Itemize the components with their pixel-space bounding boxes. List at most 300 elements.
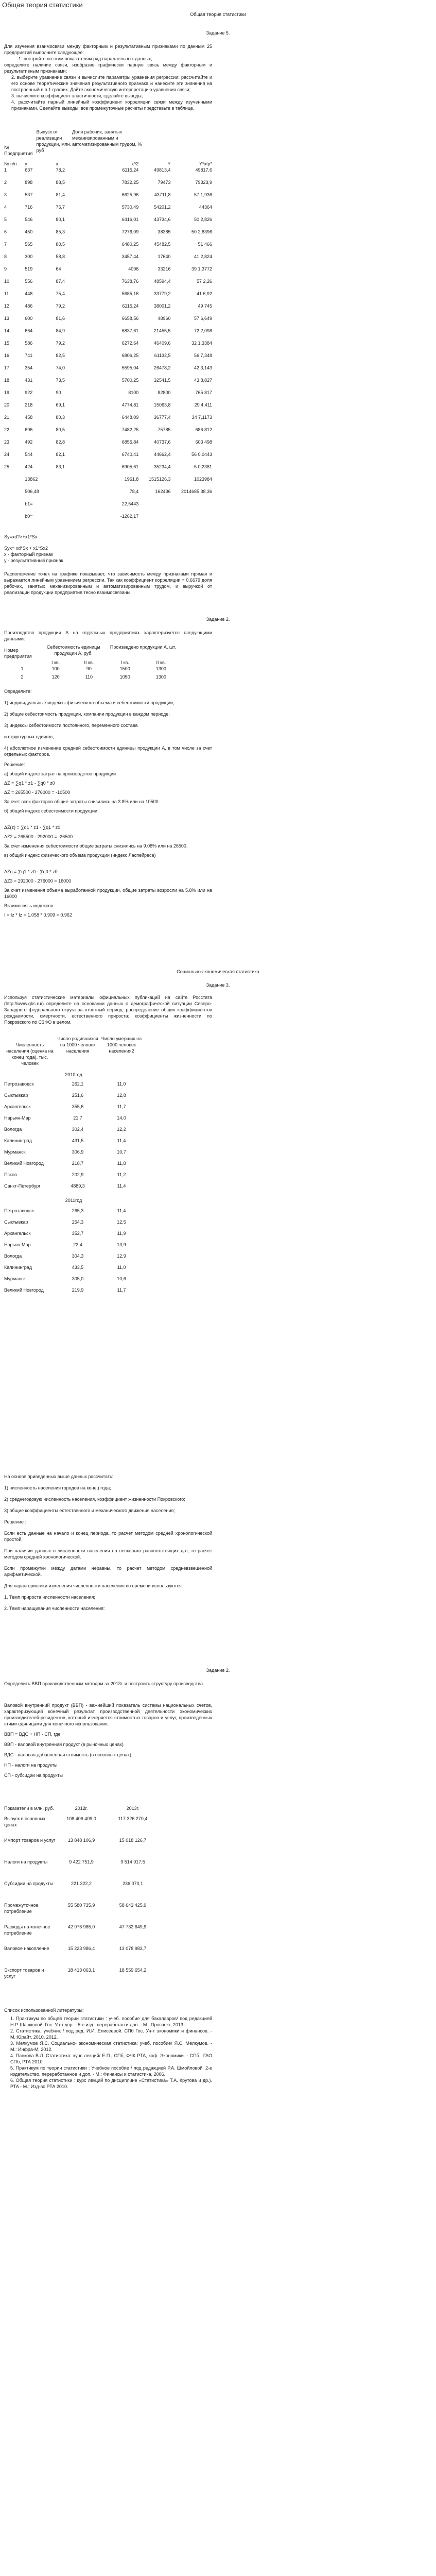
table-cell: 2014685 38,36 (181, 489, 212, 494)
table-cell: 6272,64 (121, 341, 139, 346)
task5-conclusion (4, 571, 212, 596)
table-cell: 450 (25, 229, 33, 234)
table-cell: 64 (56, 266, 61, 272)
table-cell: Санкт-Петербург (4, 1183, 41, 1189)
table-row (4, 513, 212, 526)
table-row (4, 303, 212, 315)
table-cell: 13,9 (117, 1242, 126, 1247)
table-cell: 9 422 751,9 (69, 1859, 94, 1865)
table-cell: 15 223 986,4 (67, 1946, 95, 1951)
table-row (4, 1230, 143, 1242)
table-cell: 14 (4, 328, 10, 333)
table-cell: 556 (25, 279, 33, 284)
table-row (4, 1242, 143, 1253)
table-cell: 11,9 (117, 1231, 126, 1236)
table-row (4, 291, 212, 303)
table-row (4, 674, 179, 682)
table-cell: Субсидии на продукты (4, 1881, 54, 1886)
table-cell (56, 476, 97, 488)
table-cell: Сыктывкар (4, 1093, 28, 1098)
table-cell: 6115,24 (122, 303, 139, 309)
table-row (4, 1967, 159, 1989)
table-cell: 236 070,1 (122, 1881, 144, 1886)
table-row (4, 266, 212, 278)
task2b-line: Валовой внутренний продукт (ВВП) - важнейший показатель системы национальных счетов, характеризующий конечный результат производственной деятельности экономических производителей-резидентов, который измеряется стоимостью товаров и услуг, произведенных этими единицами для конечного использования. (4, 1703, 212, 1726)
solution-line (4, 861, 212, 866)
task3-line: При наличии данных о численности населения на несколько равноотстоящих дат, то расчет методом средней хронологической. (4, 1548, 212, 1560)
table-cell: 75,7 (56, 205, 65, 210)
table-cell: 82,1 (56, 452, 65, 457)
table-row (4, 501, 212, 513)
table-cell: 36777,4 (154, 415, 171, 420)
table-cell: 352,7 (72, 1231, 84, 1236)
table-row (4, 204, 212, 216)
table-cell: 686 812 (195, 427, 212, 432)
task3-line: Если есть данные на начало и конец периода, то расчет методом средней хронологической простой. (4, 1531, 212, 1542)
table-cell: 82,5 (56, 353, 65, 358)
table-row (4, 1880, 159, 1902)
table-cell: 7276,09 (121, 229, 139, 234)
table-cell: 21,7 (73, 1115, 82, 1121)
table-row (4, 1172, 143, 1183)
table-row (4, 1160, 143, 1172)
table-cell: 44662,4 (154, 452, 171, 457)
table-row (4, 192, 212, 204)
table-cell: 51 466 (198, 242, 212, 247)
table-cell: Налоги на продукты (4, 1859, 48, 1865)
task5-item-3: 3. вычислите коэффициент эластичности, сделайте выводы; (11, 93, 143, 98)
table-cell: 18 559 654,2 (119, 1968, 147, 1973)
task3-line: На основе приведенных выше данных рассчитать: (4, 1474, 114, 1479)
table-row (4, 216, 212, 229)
table-row (4, 315, 212, 328)
table-cell: 4889,3 (71, 1183, 85, 1189)
table-cell: 22,4 (73, 1242, 82, 1247)
table-cell: 5595,04 (121, 365, 139, 370)
table-cell: 48594,4 (154, 279, 171, 284)
table-cell: 11,2 (117, 1172, 126, 1177)
task2-sub-1: I кв. (51, 660, 60, 665)
task2b-intro-text: Определить ВВП производственным методом за 2013г. и построить структуру производства. (4, 1681, 204, 1686)
solution-line: ΔZ2 = 265500 - 292000 = -26500 (4, 834, 73, 839)
table-cell: 506,48 (25, 489, 39, 494)
solution-line: Взаимосвязь индексов (4, 903, 54, 908)
table-cell: 49813,4 (154, 167, 171, 173)
table-cell: 43711,8 (154, 192, 171, 197)
task5-item-2: 2. выберите уравнение связи и вычислите параметры уравнения регрессии; рассчитайте и его основе теоретические значения результативного признака и нанесите эти значения на построенный в п.1 график. Дайте экономическую интерпретацию уравнения связи; (11, 75, 212, 92)
table-cell: 54201,2 (154, 205, 171, 210)
task5-item-1b: определите наличие связи, изобразив графически парную связь между факторным и результативным признаками; (4, 62, 212, 74)
literature-item: 3. Мелкумов Я.С. Социально- экономическая статистика: учеб. пособие/ Я.С. Мелкумов. - М.: Инфра-М, 2012. (10, 2041, 212, 2052)
table-cell: 13 (4, 316, 10, 321)
table-cell: 218,7 (72, 1161, 84, 1166)
table-cell (56, 488, 97, 501)
table-cell: 519 (25, 266, 33, 272)
table-cell: 90 (86, 666, 92, 671)
table-cell: 82800 (158, 390, 171, 395)
table-cell: 18 413 063,1 (67, 1968, 95, 1973)
table-cell: 716 (25, 205, 33, 210)
table-row (4, 1276, 143, 1287)
table-cell: 34 7,1173 (191, 415, 212, 420)
task3-line: 2. Темп наращивания численности населения: (4, 1606, 105, 1611)
table-cell (171, 513, 212, 526)
table-cell: 6855,84 (121, 439, 139, 445)
table-cell: 4774,81 (121, 402, 139, 408)
table-row (4, 1208, 143, 1219)
table-cell: 15 (4, 341, 10, 346)
table-cell: 2 (21, 674, 24, 680)
task2-table-body (4, 666, 179, 682)
table-cell: Архангельск (4, 1231, 31, 1236)
literature-item: 2. Статистика: учебник / под ред. И.И. Елисеевой. СПб Гос. Ун-т экономики и финансов. - М.:Юрайт, 2010, 2012. (10, 2028, 212, 2040)
table-cell (4, 501, 25, 513)
task2b-intro (4, 1681, 212, 1687)
task2-solution-title: Решение: (4, 762, 25, 767)
table-cell: Петрозаводск (4, 1081, 34, 1087)
table-row (4, 352, 212, 365)
table-cell: 1300 (155, 666, 166, 671)
task2-head-0: Номер предприятия (4, 648, 32, 659)
table-cell: 1 (4, 167, 7, 173)
table-cell: 90 (56, 390, 61, 395)
table-cell: 15063,8 (154, 402, 171, 408)
task2b-head-1: 2012г. (75, 1806, 88, 1811)
define-item: 3) индексы себестоимости постоянного, переменного состава (4, 723, 138, 728)
table-row (4, 488, 212, 501)
table-cell: 1050 (119, 674, 130, 680)
table-cell: Великий Новгород (4, 1161, 44, 1166)
task3-top: Социально-экономическая статистика (177, 969, 259, 974)
table-cell: 33779,2 (154, 291, 171, 296)
table-row (4, 1837, 159, 1859)
task3-head-1: Число родившихся на 1000 человек населения (57, 1036, 98, 1054)
task2b-line: НП - налоги на продукты (4, 1762, 58, 1768)
table-cell: 6625,96 (121, 192, 139, 197)
task2b-head-2: 2013г. (126, 1806, 139, 1811)
task5-heading: Задание 5. (206, 30, 230, 36)
table-cell: 544 (25, 452, 33, 457)
table-row (4, 1149, 143, 1160)
table-cell: 10,7 (117, 1149, 126, 1155)
task3-table-body-2011 (4, 1208, 143, 1298)
table-cell: 80,1 (56, 217, 65, 222)
table-cell: 120 (51, 674, 60, 680)
table-row (4, 1115, 143, 1126)
table-cell: 431,5 (72, 1138, 84, 1143)
table-row (4, 167, 212, 179)
table-cell: 84,9 (56, 328, 65, 333)
header-center: Общая теория статистики (190, 12, 246, 17)
table-cell: Калининград (4, 1138, 32, 1143)
table-cell: 11,0 (117, 1081, 126, 1087)
solution-line: ΔZ(z) = ∑q1 * z1 - ∑q1 * z0 (4, 825, 61, 830)
task5-intro: Для изучения взаимосвязи между факторным и результативным признаками по данным 25 предприятий выполните следующее: (4, 44, 212, 55)
task2-table (4, 644, 212, 682)
task5-item-4: 4. рассчитайте парный линейный коэффициент корреляции связи между изученными признаками. Сделайте выводы; все промежуточные расчеты представьте в таблице. (11, 99, 212, 111)
table-cell: 431 (25, 378, 33, 383)
table-cell: 5685,16 (121, 291, 139, 296)
task3-intro-text: Используя статистические материалы официальных публикаций на сайте Росстата (http://www.gks.ru/) определите на основании данных о демографической ситуации Северо-Западного федерального округа за отчетный период: распределение общих коэффициентов рождаемости, смертности, естественного прироста; коэффициенты жизненности по Покровского по СЗФО в целом. (4, 995, 212, 1025)
table-cell: Вологда (4, 1253, 22, 1259)
table-row (4, 278, 212, 291)
table-cell: Импорт товаров и услуг (4, 1838, 56, 1843)
table-cell: 11,8 (117, 1161, 126, 1166)
table-cell: 29 4,411 (194, 402, 212, 408)
task5-sub-0: № п/п (4, 161, 17, 166)
table-cell: 23 (4, 439, 10, 445)
table-cell: 80,3 (56, 415, 65, 420)
table-cell: 12,9 (117, 1253, 126, 1259)
table-row (4, 1264, 143, 1276)
solution-line: За счет изменения объема выработанной продукции, общие затраты возросли на 5.8% или на 16000 (4, 888, 212, 899)
table-cell: 306,9 (72, 1149, 84, 1155)
table-cell: 492 (25, 439, 33, 445)
task2b-line: ВВП = ВДС + НП - СП, где (4, 1732, 61, 1737)
table-cell: 218 (25, 402, 33, 408)
table-row (4, 439, 212, 451)
table-cell: Архангельск (4, 1104, 31, 1109)
table-cell: 433,5 (72, 1265, 84, 1270)
table-row (4, 1092, 143, 1104)
table-cell: 73,5 (56, 378, 65, 383)
table-cell: 304,3 (72, 1253, 84, 1259)
literature-item: 1. Практикум по общей теории статистики : учеб. пособие для бакалавров/ под редакцией Н.Р. Шашковой. Гос. Ун-т упр. - 5-е изд., переработан и доп. - М.: Проспект, 2013. (10, 2016, 212, 2027)
task5-conclusion-text: Расположение точек на графике показывает, что зависимость между признаками прямая и выражается линейным уравнением регрессии. Так как коэффициент корреляции = 0,6679 доля рабочих, занятых механизированным и автоматизированным трудом, и выручкой от реализации продукции предприятия тесно взаимосвязаны. (4, 571, 212, 595)
table-cell: 79323,9 (195, 180, 212, 185)
task2-intro-text: Производство продукции А на отдельных предприятиях характеризуется следующими данными: (4, 630, 212, 641)
task3-head-0: Численность населения (оценка на конец года), тыс. человек (6, 1042, 54, 1066)
table-row (4, 229, 212, 241)
table-cell: 74,0 (56, 365, 65, 370)
table-row (4, 241, 212, 253)
table-cell: 9 (4, 266, 7, 272)
table-cell: 6905,61 (121, 464, 139, 469)
table-cell: 32541,5 (154, 378, 171, 383)
table-cell: 265,3 (72, 1208, 84, 1213)
table-row (4, 1816, 159, 1837)
table-cell: 6480,25 (121, 242, 139, 247)
table-cell: 33216 (158, 266, 171, 272)
table-cell: Выпуск в основных ценах (4, 1816, 46, 1827)
table-cell: 88,5 (56, 180, 65, 185)
task3-year2: 2011год (65, 1198, 82, 1203)
table-cell: 79473 (158, 180, 171, 185)
table-cell: 26478,2 (154, 365, 171, 370)
table-cell: 546 (25, 217, 33, 222)
task2-sub-2: II кв. (84, 660, 94, 665)
task3-table (4, 1036, 212, 1298)
table-cell: 13 078 983,7 (119, 1946, 147, 1951)
table-cell (138, 513, 170, 526)
task5-col-share: Доля рабочих, занятых механизированным и автоматизированным трудом, % (72, 129, 142, 147)
table-cell: Великий Новгород (4, 1287, 44, 1293)
table-cell: Экспорт товаров и услуг (4, 1968, 44, 1979)
table-cell: 12,2 (117, 1127, 126, 1132)
task3-table-body-2010 (4, 1081, 143, 1194)
table-row (4, 1859, 159, 1880)
table-cell: 41 6,92 (196, 291, 212, 296)
table-cell: 898 (25, 180, 33, 185)
define-item: 4) абсолютное изменение средней себестоимости единицы продукции А, в том числе за счет отдельных факторов. (4, 745, 212, 757)
table-cell: 6115,24 (122, 167, 139, 173)
table-cell: 78,2 (56, 167, 65, 173)
table-cell: 40737,6 (154, 439, 171, 445)
task2-head-1: Себестоимость единицы продукции А, руб. (46, 645, 100, 656)
table-cell: 78,4 (129, 489, 139, 494)
task3-intro (4, 994, 212, 1025)
solution-line: ΔZ = 265500 - 276000 = -10500 (4, 790, 71, 795)
table-cell: 5 (4, 217, 7, 222)
table-cell: 251,6 (72, 1093, 84, 1098)
table-cell: 14,0 (117, 1115, 126, 1121)
table-cell: 42 3,143 (194, 365, 212, 370)
table-cell: 80,5 (56, 427, 65, 432)
table-cell: 202,9 (72, 1172, 84, 1177)
table-cell: 72 2,098 (194, 328, 212, 333)
table-cell: 305,0 (72, 1276, 84, 1281)
table-cell: 47 732 649,9 (119, 1924, 147, 1929)
table-row (4, 476, 212, 488)
task5-sub-1: у (25, 161, 27, 166)
table-cell: 2 (4, 180, 7, 185)
table-row (4, 179, 212, 192)
table-cell: 8 (4, 254, 7, 259)
table-row (4, 414, 212, 427)
table-cell: 49817,6 (195, 167, 212, 173)
table-cell: 300 (25, 254, 33, 259)
table-cell: 21455,5 (154, 328, 171, 333)
table-cell: Вологда (4, 1127, 22, 1132)
table-cell: 4 (4, 205, 7, 210)
table-cell: 5 0,2381 (194, 464, 212, 469)
task2b-line: ВДС - валовая добавленная стоимость (в основных ценах) (4, 1752, 131, 1757)
table-cell: 79,2 (56, 341, 65, 346)
table-row (4, 1253, 143, 1264)
table-cell: 637 (25, 167, 33, 173)
table-cell: 35234,4 (154, 464, 171, 469)
task5-col-enterprise: № Предприятия (4, 145, 33, 156)
task3-line: 2) среднегодовую численность населения, коэффициент жизненности Покровского; (4, 1497, 185, 1502)
define-item: 1) индивидуальные индексы физического объема и себестоимости продукции; (4, 700, 175, 705)
table-cell: 17 (4, 365, 10, 370)
table-row (4, 340, 212, 352)
solution-line: а) общий индекс затрат на производство продукции (4, 771, 116, 776)
table-cell: 7832,25 (121, 180, 139, 185)
table-cell: 82,8 (56, 439, 65, 445)
table-cell: 922 (25, 390, 33, 395)
table-cell: 56 7,348 (194, 353, 212, 358)
table-cell: Промежуточное потребление (4, 1903, 39, 1914)
task5-table (4, 161, 212, 526)
table-cell: Мурманск (4, 1149, 26, 1155)
table-cell: 58,8 (56, 254, 65, 259)
table-cell: 12 (4, 303, 10, 309)
task5-item-1: 1. постройте по этим показателям ряд параллельных данных; (19, 56, 152, 61)
table-cell: 741 (25, 353, 33, 358)
table-cell: 15 018 126,7 (119, 1838, 147, 1843)
table-cell: 22,5443 (121, 501, 139, 506)
table-cell: 10 (4, 279, 10, 284)
table-cell: 69,1 (56, 402, 65, 408)
table-cell: 80,5 (56, 242, 65, 247)
table-cell (4, 476, 25, 488)
table-cell (56, 513, 97, 526)
table-cell: 162436 (155, 489, 171, 494)
task5-table-body (4, 167, 212, 526)
table-cell: 262,1 (72, 1081, 84, 1087)
task5-sub-3: х^2 (131, 161, 139, 166)
table-cell: 1961,8 (124, 477, 139, 482)
table-cell (4, 488, 25, 501)
table-cell: 424 (25, 464, 33, 469)
table-cell: 43 8,827 (194, 378, 212, 383)
formula-2: Syx= xd*Sx + x1*Sx2 (4, 546, 48, 551)
table-cell: 448 (25, 291, 33, 296)
task5-sub-4: Y (167, 161, 171, 166)
table-cell: 603 498 (195, 439, 212, 445)
table-cell: 565 (25, 242, 33, 247)
table-cell: 48960 (158, 316, 171, 321)
table-cell: 458 (25, 415, 33, 420)
table-cell: Калининград (4, 1265, 32, 1270)
task5-body (4, 43, 212, 111)
task2-define-title: Определите: (4, 689, 32, 694)
solution-line: ΔZq = ∑q1 * z0 - ∑q0 * z0 (4, 869, 58, 874)
task2b-heading: Задание 2. (206, 1668, 230, 1673)
table-cell: 87,4 (56, 279, 65, 284)
task3-line: 3) общие коэффициенты естественного и механического движения населения; (4, 1508, 175, 1513)
task2b-table-body (4, 1816, 159, 1989)
task5-formulas (4, 534, 212, 564)
solution-line: За счет всех факторов общие затраты снизились на 3.8% или на 10500. (4, 799, 160, 804)
table-cell: 44364 (199, 205, 212, 210)
table-cell: 7638,76 (121, 279, 139, 284)
solution-line: б) общий индекс себестоимости продукции (4, 808, 98, 814)
table-cell: 57 1,936 (194, 192, 212, 197)
table-cell: 45482,5 (154, 242, 171, 247)
table-cell: 537 (25, 192, 33, 197)
task2-intro (4, 630, 212, 642)
table-cell: 13862 (25, 477, 38, 482)
task3-line: Решение : (4, 1519, 26, 1524)
table-cell: b0= (25, 514, 33, 519)
table-cell: 100 (51, 666, 60, 671)
table-cell: 39 1,3772 (191, 266, 212, 272)
task3-head-2: Число умерших на 1000 человек населения2 (101, 1036, 142, 1054)
table-cell: Псков (4, 1172, 17, 1177)
table-cell: 81,4 (56, 192, 65, 197)
table-cell: 32 1,3384 (191, 341, 212, 346)
table-cell: 22 (4, 427, 10, 432)
table-cell (171, 501, 212, 513)
table-row (4, 1104, 143, 1115)
table-cell: 83,1 (56, 464, 65, 469)
table-cell: Расходы на конечное потребление (4, 1924, 50, 1936)
table-cell: 12,8 (117, 1093, 126, 1098)
table-cell: 1023984 (194, 477, 212, 482)
table-row (4, 427, 212, 439)
table-cell: 19 (4, 390, 10, 395)
literature-item: 6. Общая теория статистики : курс лекций по дисциплине «Статистика» Т.А. Крутова и др.). РТА - М.; Изд-во РТА 2010. (10, 2078, 212, 2089)
table-cell: 61132,5 (154, 353, 171, 358)
table-cell: 7 (4, 242, 7, 247)
table-cell: 11,0 (117, 1265, 126, 1270)
table-cell: 13 848 106,9 (67, 1838, 95, 1843)
formula-1: Sy=xd?>+x1*Sx (4, 534, 38, 539)
table-row (4, 1138, 143, 1149)
table-cell: 219,9 (72, 1287, 84, 1293)
